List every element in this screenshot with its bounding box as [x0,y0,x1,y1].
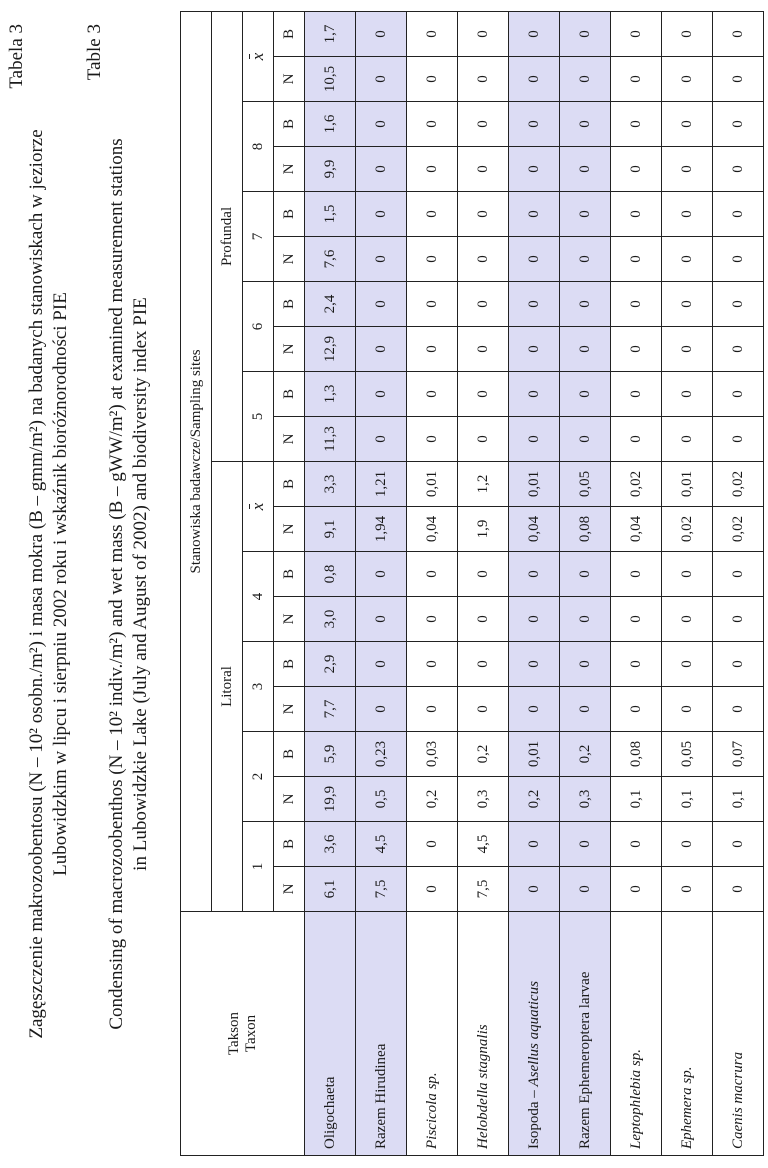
b-header: B [274,462,305,507]
b-header: B [274,552,305,597]
value-cell: 0 [356,282,407,327]
taxon-species: Asellus aquaticus [526,981,542,1087]
value-cell: 0 [560,57,611,102]
value-cell: 3,0 [305,597,356,642]
value-cell: 0 [407,552,458,597]
taxon-cell: Razem Ephemeroptera larvae [560,912,611,1156]
value-cell: 3,6 [305,822,356,867]
value-cell: 0 [407,597,458,642]
value-cell: 0,02 [611,462,662,507]
n-header: N [274,687,305,732]
value-cell: 7,5 [458,867,509,912]
taxon-cell: Leptophlebia sp. [611,912,662,1156]
value-cell: 0 [611,57,662,102]
value-cell: 0 [560,192,611,237]
value-cell: 0 [662,327,713,372]
value-cell: 1,94 [356,507,407,552]
site-header-8: 8 [243,102,274,192]
value-cell: 0,2 [509,777,560,822]
value-cell: 1,7 [305,11,356,56]
value-cell: 0 [611,822,662,867]
table-header [181,11,305,1155]
value-cell: 0 [560,11,611,56]
value-cell: 0,1 [662,777,713,822]
value-cell: 0 [407,642,458,687]
value-cell: 12,9 [305,327,356,372]
b-header: B [274,192,305,237]
taxon-header-en: Taxon [242,1014,259,1053]
value-cell: 0 [611,147,662,192]
value-cell: 0 [713,687,764,732]
value-cell: 0 [356,597,407,642]
value-cell: 0 [458,327,509,372]
value-cell: 0 [662,687,713,732]
value-cell: 0 [356,687,407,732]
value-cell: 0 [713,372,764,417]
value-cell: 0 [662,597,713,642]
value-cell: 0 [560,417,611,462]
value-cell: 0,8 [305,552,356,597]
n-header: N [274,327,305,372]
value-cell: 0 [509,102,560,147]
value-cell: 0 [407,237,458,282]
value-cell: 1,2 [458,462,509,507]
value-cell: 0 [560,237,611,282]
value-cell: 0,04 [407,507,458,552]
value-cell: 0 [611,282,662,327]
taxon-cell: Ephemera sp. [662,912,713,1156]
mean-symbol: x [248,52,267,61]
value-cell: 10,5 [305,57,356,102]
b-header: B [274,372,305,417]
site-header-2: 2 [243,732,274,822]
value-cell: 0 [458,192,509,237]
value-cell: 0 [509,11,560,56]
value-cell: 0 [662,642,713,687]
site-header-1: 1 [243,822,274,912]
b-header: B [274,282,305,327]
value-cell: 0 [560,102,611,147]
value-cell: 0,01 [662,462,713,507]
taxon-header-pl: Takson [225,1011,242,1056]
b-header: B [274,11,305,56]
value-cell: 0,02 [662,507,713,552]
value-cell: 7,7 [305,687,356,732]
site-header-6: 6 [243,282,274,372]
value-cell: 9,9 [305,147,356,192]
profundal-header: Profundal [212,11,243,461]
value-cell: 0,01 [509,462,560,507]
value-cell: 0 [560,642,611,687]
value-cell: 0 [662,11,713,56]
n-header: N [274,507,305,552]
value-cell: 0 [356,102,407,147]
table-row [611,11,662,1155]
value-cell: 0 [407,687,458,732]
value-cell: 0 [560,282,611,327]
taxon-cell [509,912,560,1156]
value-cell: 0 [662,192,713,237]
value-cell: 0 [713,867,764,912]
value-cell: 0 [509,372,560,417]
value-cell: 0 [713,57,764,102]
value-cell: 0,07 [713,732,764,777]
site-header-3: 3 [243,642,274,732]
header-row-sites [181,11,212,1155]
value-cell: 0 [407,327,458,372]
value-cell: 0 [713,192,764,237]
value-cell: 0 [407,372,458,417]
value-cell: 0 [560,687,611,732]
value-cell: 0,02 [713,507,764,552]
value-cell: 6,1 [305,867,356,912]
value-cell: 0 [356,417,407,462]
value-cell: 0 [611,417,662,462]
value-cell: 0 [458,237,509,282]
value-cell: 0 [458,687,509,732]
value-cell: 0 [509,57,560,102]
table-tag-pl: Tabela 3 [6,24,27,89]
value-cell: 0,3 [458,777,509,822]
value-cell: 0 [560,597,611,642]
value-cell: 1,5 [305,192,356,237]
value-cell: 0,03 [407,732,458,777]
value-cell: 0 [407,147,458,192]
value-cell: 7,6 [305,237,356,282]
taxon-cell: Helobdella stagnalis [458,912,509,1156]
mean-symbol: x [248,502,267,511]
table-tag-en: Table 3 [84,24,105,81]
value-cell: 0,2 [560,732,611,777]
taxon-cell: Caenis macrura [713,912,764,1156]
value-cell: 0 [509,822,560,867]
value-cell: 0,04 [611,507,662,552]
mean-header [243,11,274,101]
value-cell: 9,1 [305,507,356,552]
value-cell: 0 [560,327,611,372]
value-cell: 0 [356,147,407,192]
value-cell: 0 [356,192,407,237]
value-cell: 0 [356,327,407,372]
value-cell: 0 [458,11,509,56]
n-header: N [274,867,305,912]
value-cell: 0 [509,417,560,462]
value-cell: 0 [356,642,407,687]
value-cell: 0 [560,822,611,867]
value-cell: 0 [662,822,713,867]
value-cell: 0 [509,192,560,237]
value-cell: 0 [611,867,662,912]
value-cell: 0 [458,57,509,102]
value-cell: 0 [458,642,509,687]
value-cell: 0 [662,147,713,192]
n-header: N [274,147,305,192]
taxon-header [181,912,305,1156]
value-cell: 0,05 [560,462,611,507]
value-cell: 0 [662,102,713,147]
value-cell: 0 [713,597,764,642]
site-header-5: 5 [243,372,274,462]
value-cell: 1,6 [305,102,356,147]
table-body [305,11,764,1155]
value-cell: 0,2 [458,732,509,777]
value-cell: 1,9 [458,507,509,552]
value-cell: 0 [713,822,764,867]
value-cell: 0 [611,237,662,282]
table-row [509,11,560,1155]
value-cell: 0 [611,552,662,597]
value-cell: 0 [713,237,764,282]
value-cell: 0 [407,57,458,102]
value-cell: 0 [611,687,662,732]
value-cell: 0 [713,552,764,597]
caption-en-line2: in Lubowidzkie Lake (July and August of 2002) and biodiversity index PIE [130,297,151,871]
value-cell: 0 [407,11,458,56]
value-cell: 0 [560,372,611,417]
table-row [305,11,356,1155]
value-cell: 0 [407,192,458,237]
value-cell: 0 [713,11,764,56]
value-cell: 0,08 [611,732,662,777]
value-cell: 0 [509,597,560,642]
value-cell: 0 [509,867,560,912]
n-header: N [274,57,305,102]
value-cell: 1,3 [305,372,356,417]
value-cell: 0,02 [713,462,764,507]
table-row [560,11,611,1155]
value-cell: 0 [356,57,407,102]
value-cell: 0,01 [509,732,560,777]
value-cell: 7,5 [356,867,407,912]
value-cell: 0 [407,822,458,867]
table-row [458,11,509,1155]
b-header: B [274,822,305,867]
n-header: N [274,597,305,642]
value-cell: 0 [611,642,662,687]
value-cell: 0,5 [356,777,407,822]
value-cell: 0 [509,687,560,732]
table-row [662,11,713,1155]
value-cell: 4,5 [458,822,509,867]
value-cell: 0,05 [662,732,713,777]
caption-pl-line1: Zagęszczenie makrozoobentosu (N – 10² osobn./m²) i masa mokra (B – gmm/m²) na badanych stanowiskach w jeziorze [26,129,47,1039]
value-cell: 0 [662,237,713,282]
value-cell: 0 [458,552,509,597]
value-cell: 0 [509,147,560,192]
n-header: N [274,237,305,282]
value-cell: 0 [560,867,611,912]
value-cell: 0 [611,192,662,237]
n-header: N [274,777,305,822]
value-cell: 11,3 [305,417,356,462]
value-cell: 0 [662,282,713,327]
value-cell: 0 [713,147,764,192]
value-cell: 0 [509,642,560,687]
value-cell: 0 [356,237,407,282]
table-row [356,11,407,1155]
value-cell: 0 [458,102,509,147]
value-cell: 0 [509,552,560,597]
value-cell: 0 [458,282,509,327]
value-cell: 0 [458,147,509,192]
value-cell: 0 [662,552,713,597]
value-cell: 0 [662,57,713,102]
value-cell: 0 [611,597,662,642]
b-header: B [274,732,305,777]
table-row [713,11,764,1155]
value-cell: 0 [662,372,713,417]
mean-header [243,462,274,552]
n-header: N [274,417,305,462]
value-cell: 1,21 [356,462,407,507]
value-cell: 0,3 [560,777,611,822]
sampling-sites-header: Stanowiska badawcze/Sampling sites [181,11,212,911]
caption-en-line1: Condensing of macrozoobenthos (N – 10² indiv./m²) and wet mass (B – gWW/m²) at examined measurement stations [106,138,127,1030]
value-cell: 0 [713,327,764,372]
value-cell: 0 [509,327,560,372]
taxon-cell: Razem Hirudinea [356,912,407,1156]
value-cell: 0 [611,372,662,417]
value-cell: 0 [560,147,611,192]
value-cell: 0 [356,372,407,417]
value-cell: 2,9 [305,642,356,687]
value-cell: 0 [560,552,611,597]
taxon-cell: Oligochaeta [305,912,356,1156]
taxon-group: Isopoda – [526,1086,542,1149]
data-table-wrapper [180,12,764,1156]
value-cell: 0 [713,642,764,687]
value-cell: 0 [713,282,764,327]
value-cell: 0,08 [560,507,611,552]
site-header-4: 4 [243,552,274,642]
value-cell: 0 [407,417,458,462]
site-header-7: 7 [243,192,274,282]
value-cell: 0 [662,867,713,912]
value-cell: 0,1 [611,777,662,822]
value-cell: 0 [509,237,560,282]
value-cell: 0 [611,327,662,372]
value-cell: 0 [509,282,560,327]
value-cell: 0 [458,597,509,642]
value-cell: 0 [662,417,713,462]
table-row [407,11,458,1155]
value-cell: 0 [356,11,407,56]
value-cell: 0 [407,867,458,912]
value-cell: 5,9 [305,732,356,777]
value-cell: 0 [407,102,458,147]
value-cell: 0 [611,11,662,56]
b-header: B [274,102,305,147]
value-cell: 0,01 [407,462,458,507]
value-cell: 0 [458,417,509,462]
value-cell: 0,04 [509,507,560,552]
value-cell: 0,23 [356,732,407,777]
value-cell: 3,3 [305,462,356,507]
litoral-header: Litoral [212,462,243,912]
value-cell: 2,4 [305,282,356,327]
value-cell: 0 [713,417,764,462]
value-cell: 19,9 [305,777,356,822]
value-cell: 0,1 [713,777,764,822]
value-cell: 0 [713,102,764,147]
value-cell: 4,5 [356,822,407,867]
b-header: B [274,642,305,687]
value-cell: 0 [407,282,458,327]
macrozoobenthos-table [180,11,764,1156]
caption-pl-line2: Lubowidzkim w lipcu i sierpniu 2002 roku i wskaźnik bioróżnorodności PIE [50,292,71,876]
value-cell: 0 [356,552,407,597]
value-cell: 0 [611,102,662,147]
value-cell: 0 [458,372,509,417]
taxon-cell: Piscicola sp. [407,912,458,1156]
value-cell: 0,2 [407,777,458,822]
